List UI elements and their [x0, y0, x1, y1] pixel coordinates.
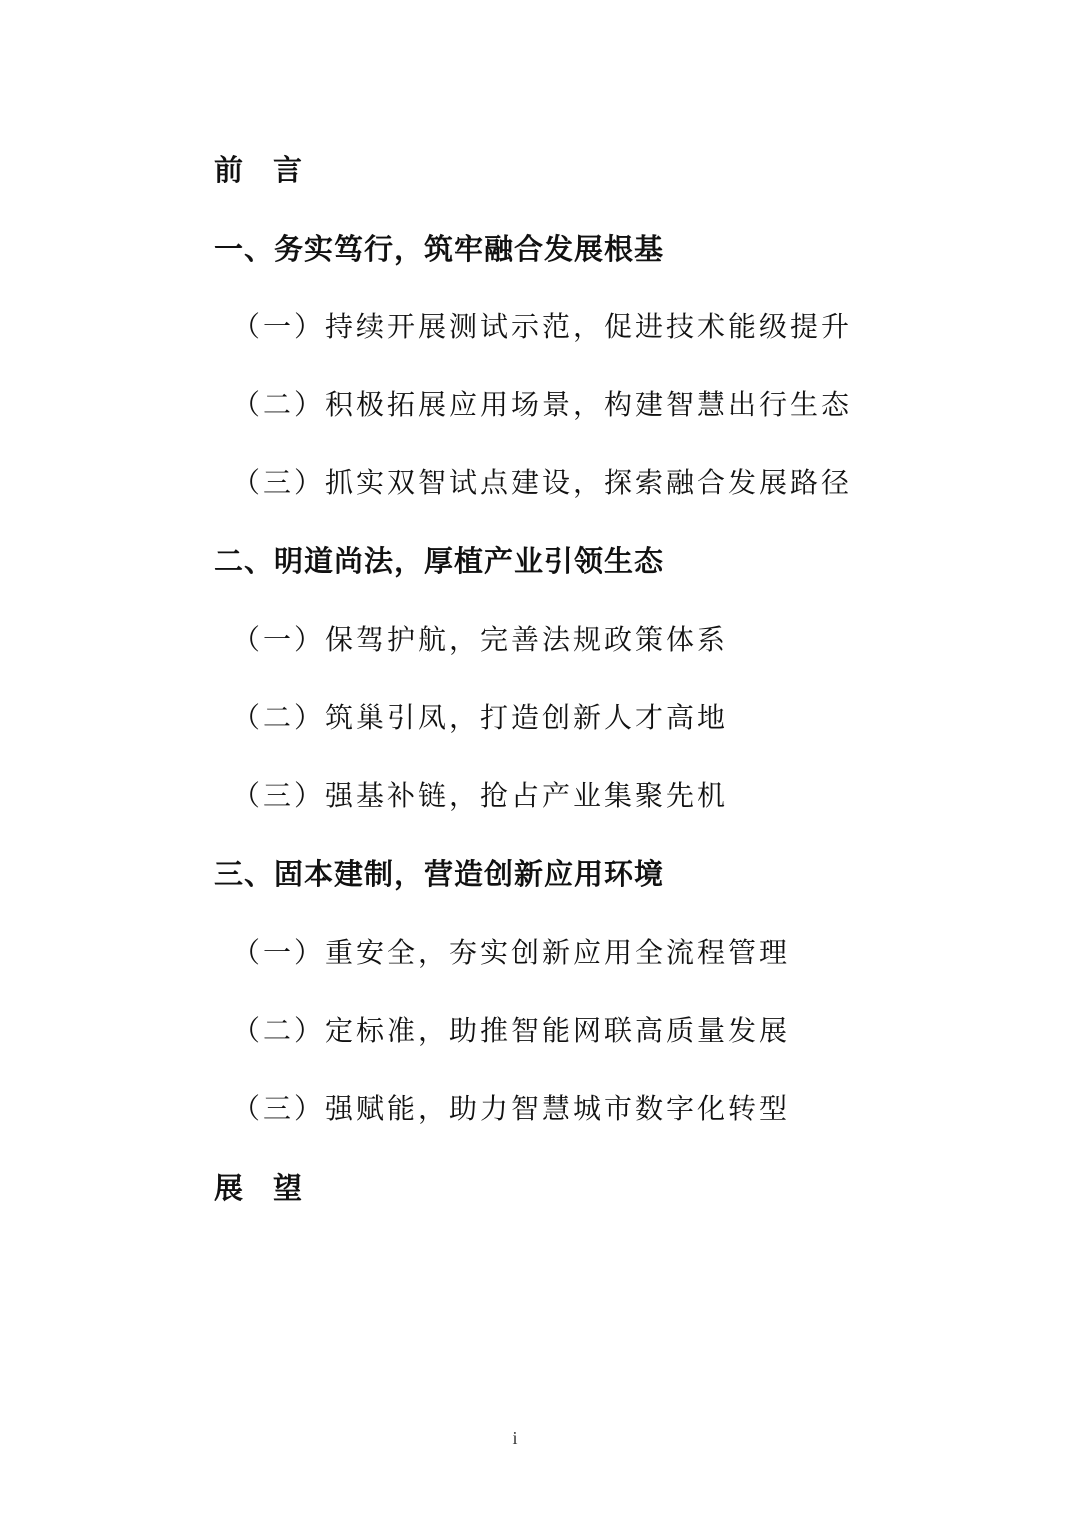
toc-heading-outlook: 展望: [214, 1171, 333, 1205]
toc-item-1-2: （二）积极拓展应用场景，构建智慧出行生态: [232, 388, 853, 421]
toc-item-2-1: （一）保驾护航，完善法规政策体系: [232, 623, 729, 656]
toc-heading-preface: 前言: [214, 153, 333, 187]
toc-item-2-3: （三）强基补链，抢占产业集聚先机: [232, 779, 729, 812]
toc-item-2-2: （二）筑巢引凤，打造创新人才高地: [232, 701, 729, 734]
page-number: i: [512, 1428, 518, 1448]
toc-item-1-3: （三）抓实双智试点建设，探索融合发展路径: [232, 466, 853, 499]
toc-item-3-1: （一）重安全，夯实创新应用全流程管理: [232, 936, 791, 969]
toc-heading-section-1: 一、务实笃行，筑牢融合发展根基: [214, 232, 665, 266]
toc-heading-section-3: 三、固本建制，营造创新应用环境: [214, 857, 665, 891]
toc-item-1-1: （一）持续开展测试示范，促进技术能级提升: [232, 310, 853, 343]
toc-heading-section-2: 二、明道尚法，厚植产业引领生态: [214, 544, 665, 578]
toc-item-3-2: （二）定标准，助推智能网联高质量发展: [232, 1014, 791, 1047]
toc-item-3-3: （三）强赋能，助力智慧城市数字化转型: [232, 1092, 791, 1125]
